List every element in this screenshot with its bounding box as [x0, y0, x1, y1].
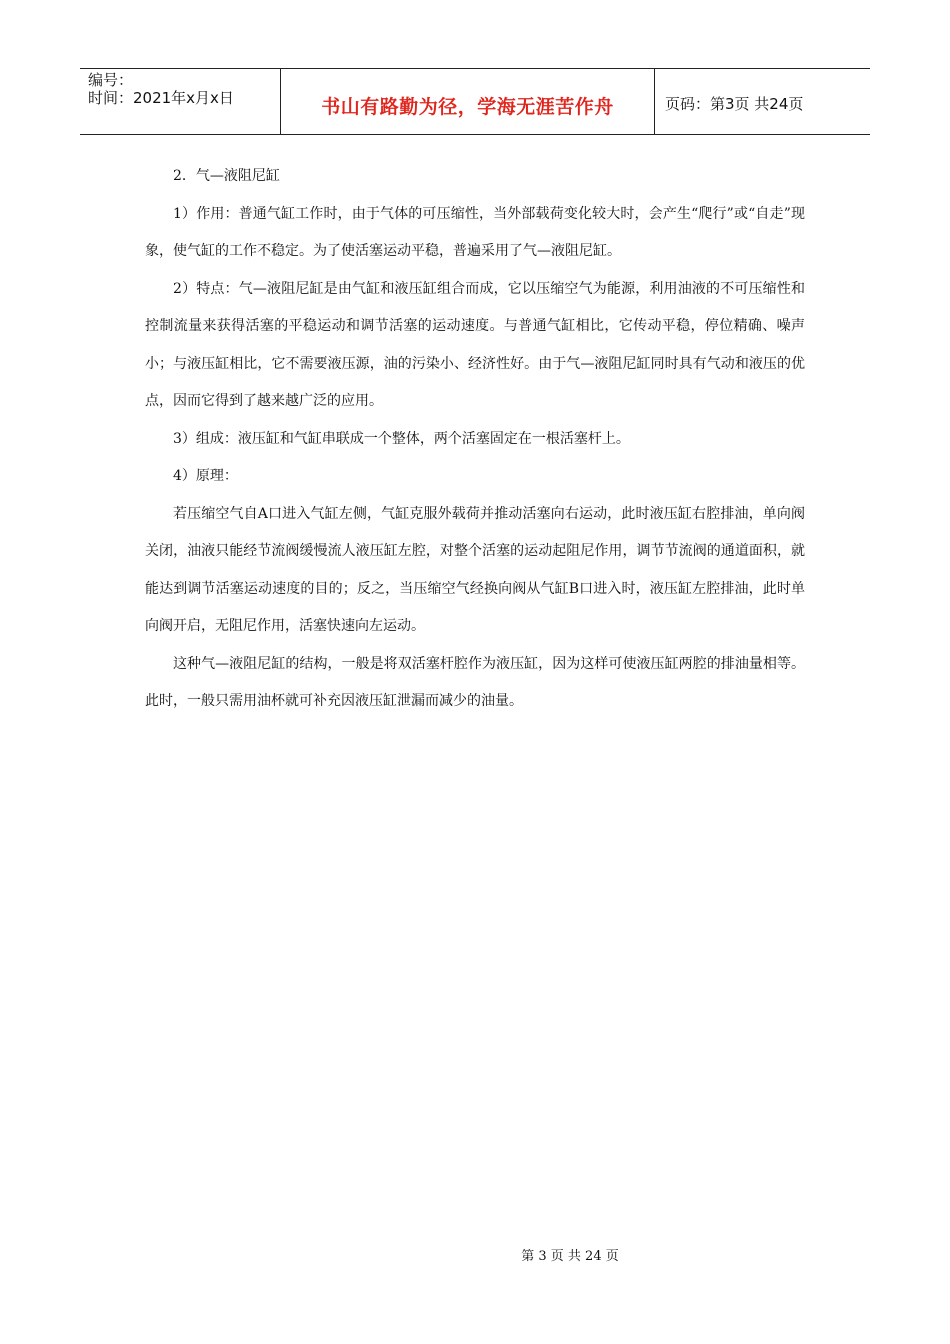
paragraph-function: 1）作用：普通气缸工作时，由于气体的可压缩性，当外部载荷变化较大时，会产生“爬行”或“自走”现象，使气缸的工作不稳定。为了使活塞运动平稳，普遍采用了气—液阻尼缸。 — [145, 205, 805, 259]
header-motto: 书山有路勤为径，学海无涯苦作舟 — [321, 96, 614, 118]
paragraph-composition: 3）组成：液压缸和气缸串联成一个整体，两个活塞固定在一根活塞杆上。 — [173, 430, 630, 447]
paragraph-principle-heading: 4）原理： — [173, 468, 238, 484]
paragraph-principle: 若压缩空气自A口进入气缸左侧，气缸克服外载荷并推动活塞向右运动，此时液压缸右腔排油，单向阀关闭，油液只能经节流阀缓慢流人液压缸左腔，对整个活塞的运动起阻尼作用，调节节流阀的通道面积，就能达到调节活塞运动速度的目的；反之，当压缩空气经换向阀从气缸B口进入时，液压缸左腔排油，此时单向阀开启，无阻尼作用，活塞快速向左运动。 — [145, 505, 805, 634]
header-motto-cell — [281, 69, 655, 134]
page-header — [80, 68, 870, 135]
header-page-cell — [655, 69, 870, 134]
document-number-label: 编号： — [88, 71, 134, 89]
paragraph-features: 2）特点：气—液阻尼缸是由气缸和液压缸组合而成，它以压缩空气为能源，利用油液的不可压缩性和控制流量来获得活塞的平稳运动和调节活塞的运动速度。与普通气缸相比，它传动平稳，停位精确、噪声小；与液压缸相比，它不需要液压源，油的污染小、经济性好。由于气—液阻尼缸同时具有气动和液压的优点，因而它得到了越来越广泛的应用。 — [145, 280, 805, 409]
section-heading: 2．气—液阻尼缸 — [173, 168, 280, 184]
header-meta — [80, 69, 281, 134]
header-page-info: 页码：第3页 共24页 — [665, 95, 804, 113]
document-body — [145, 158, 805, 721]
document-date-label: 时间：2021年x月x日 — [88, 89, 234, 107]
page-footer: 第 3 页 共 24 页 — [521, 1249, 619, 1264]
paragraph-structure: 这种气—液阻尼缸的结构，一般是将双活塞杆腔作为液压缸，因为这样可使液压缸两腔的排油量相等。此时，一般只需用油杯就可补充因液压缸泄漏而减少的油量。 — [145, 655, 805, 709]
